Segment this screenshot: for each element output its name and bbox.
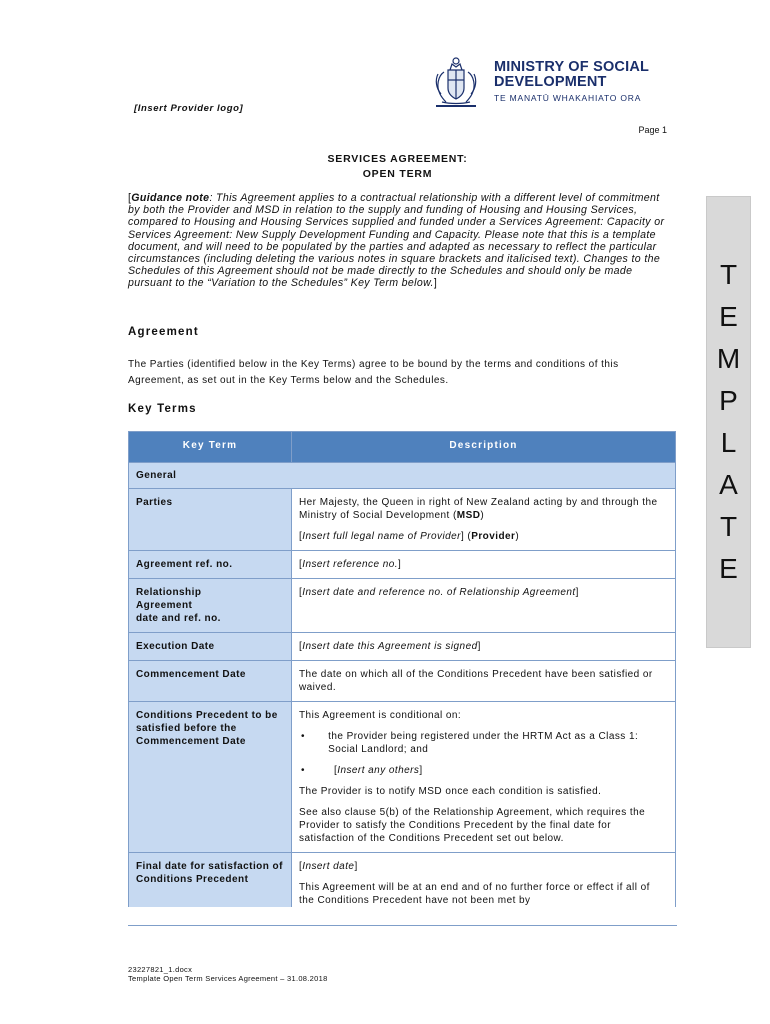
watermark-letter: A — [719, 469, 738, 500]
description-agreement-ref: [Insert reference no.] — [292, 551, 676, 579]
key-terms-table — [128, 431, 676, 907]
watermark-letter: E — [719, 553, 738, 584]
key-term-parties: Parties — [129, 489, 292, 551]
description-commencement-date: The date on which all of the Conditions Precedent have been satisfied or waived. — [292, 661, 676, 702]
table-row — [129, 661, 676, 702]
key-term-agreement-ref: Agreement ref. no. — [129, 551, 292, 579]
bullet-icon: • — [301, 765, 305, 776]
key-term-relationship-agreement: Relationship Agreement date and ref. no. — [129, 579, 292, 633]
watermark-letter: T — [719, 259, 738, 290]
table-row — [129, 579, 676, 633]
key-term-conditions-precedent: Conditions Precedent to be satisfied before the Commencement Date — [129, 702, 292, 853]
document-title: SERVICES AGREEMENT: — [327, 153, 468, 165]
description-conditions-precedent: This Agreement is conditional on: • the Provider being registered under the HRTM Act as a Class 1: Social Landlord; and • [Insert any others] The Provider is to notify MSD once each condition is satisfied. See also clause 5(b) of the Relationship Agreement, which requires the Provider to satisfy the Conditions Precedent by the final date for satisfaction of the Conditions Precedent set out below. — [292, 702, 676, 853]
list-item: • the Provider being registered under the HRTM Act as a Class 1: Social Landlord; and — [301, 731, 639, 755]
watermark-letter: L — [720, 427, 737, 458]
description-execution-date: [Insert date this Agreement is signed] — [292, 633, 676, 661]
footer-doc-id: 23227821_1.docx — [128, 965, 193, 974]
list-item: • [Insert any others] — [301, 765, 423, 776]
document-subtitle: OPEN TERM — [362, 168, 433, 180]
key-term-execution-date: Execution Date — [129, 633, 292, 661]
description-parties: Her Majesty, the Queen in right of New Zealand acting by and through the Ministry of Social Development (MSD) [Insert full legal name of Provider] (Provider) — [292, 489, 676, 551]
guidance-label: Guidance note — [131, 192, 210, 204]
table-row — [129, 489, 676, 551]
coat-of-arms-icon — [424, 52, 488, 112]
ministry-name-line1: MINISTRY OF SOCIAL — [494, 59, 650, 75]
agreement-text: The Parties (identified below in the Key Terms) agree to be bound by the terms and conditions of this Agreement, as set out in the Key Terms below and the Schedules. — [128, 359, 619, 386]
column-header-description: Description — [292, 432, 676, 463]
watermark-letter: M — [716, 343, 741, 374]
table-bottom-border — [128, 925, 677, 926]
watermark-letter: T — [719, 511, 738, 542]
ministry-name-line2: DEVELOPMENT — [494, 74, 607, 90]
watermark-letter: E — [719, 301, 738, 332]
key-terms-heading: Key Terms — [128, 403, 197, 415]
table-row — [129, 551, 676, 579]
table-row — [129, 463, 676, 489]
ministry-maori-name: TE MANATŪ WHAKAHIATO ORA — [494, 93, 642, 103]
general-section-row: General — [129, 463, 676, 489]
page-number: Page 1 — [638, 125, 667, 135]
watermark-letter: P — [719, 385, 738, 416]
key-term-final-date: Final date for satisfaction of Conditions Precedent — [129, 853, 292, 908]
table-row — [129, 702, 676, 853]
ministry-logo — [424, 52, 649, 112]
table-row — [129, 633, 676, 661]
provider-logo-placeholder: [Insert Provider logo] — [134, 103, 244, 114]
guidance-note: [Guidance note: This Agreement applies to a contractual relationship with a different level of commitment by both the Provider and MSD in relation to the supply and funding of Housing and Housing Services, compared to Housing and Housing Services supplied and funded under a Services Agreement: Capacity or Services Agreement: New Supply Development Funding and Capacity. Please note that this is a template document, and will need to be populated by the parties and adapted as necessary to reflect the particular circumstances (including deleting the various notes in square brackets and italicised text). Changes to the Schedules of this Agreement should not be made directly to the Schedules and should only be made pursuant to the “Variation to the Schedules” Key Term below.] — [128, 192, 665, 290]
column-header-key-term: Key Term — [129, 432, 292, 463]
template-watermark — [706, 196, 751, 648]
description-final-date: [Insert date] This Agreement will be at an end and of no further force or effect if all of the Conditions Precedent have not been met by — [292, 853, 676, 908]
agreement-heading: Agreement — [128, 326, 199, 338]
description-relationship-agreement: [Insert date and reference no. of Relationship Agreement] — [292, 579, 676, 633]
table-row — [129, 853, 676, 908]
key-term-commencement-date: Commencement Date — [129, 661, 292, 702]
table-header-row — [129, 432, 676, 463]
bullet-icon: • — [301, 731, 305, 742]
footer-doc-title: Template Open Term Services Agreement – 31.08.2018 — [128, 974, 328, 983]
